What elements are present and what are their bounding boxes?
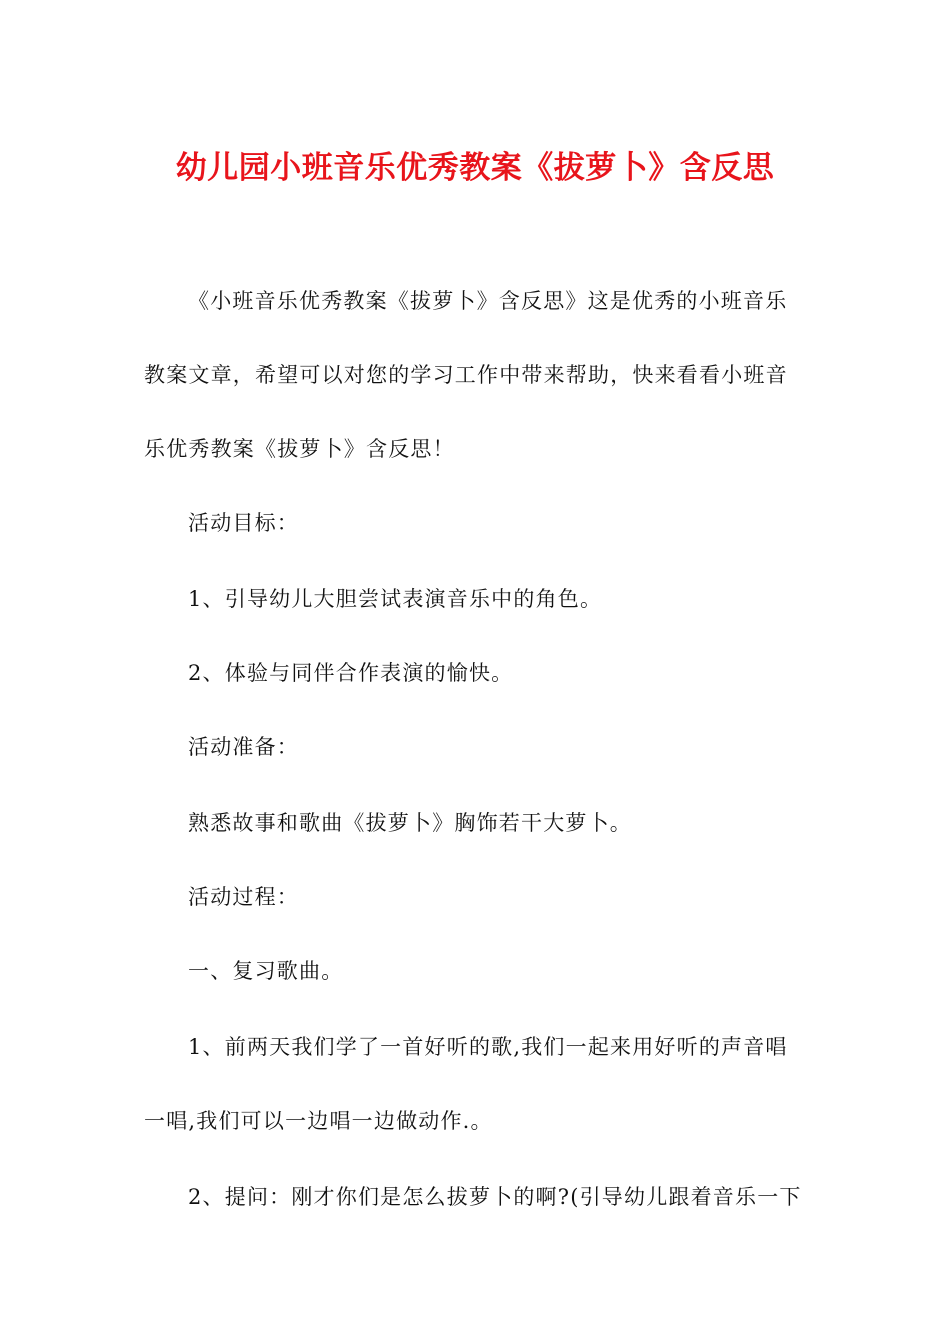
- document-title: 幼儿园小班音乐优秀教案《拔萝卜》含反思: [175, 150, 775, 186]
- goals-heading: 活动目标：: [188, 511, 299, 535]
- step-1-heading: 一、复习歌曲。: [188, 959, 344, 983]
- step-1-1-line-2: 一唱,我们可以一边唱一边做动作.。: [144, 1109, 493, 1133]
- goal-item-2: 2、体验与同伴合作表演的愉快。: [188, 661, 514, 685]
- prep-text: 熟悉故事和歌曲《拔萝卜》胸饰若干大萝卜。: [188, 811, 632, 835]
- goal-item-1: 1、引导幼儿大胆尝试表演音乐中的角色。: [188, 587, 603, 611]
- intro-line-1: 《小班音乐优秀教案《拔萝卜》含反思》这是优秀的小班音乐: [188, 289, 788, 313]
- step-1-1-line-1: 1、前两天我们学了一首好听的歌,我们一起来用好听的声音唱: [188, 1035, 788, 1059]
- step-1-2-line-1: 2、提问：刚才你们是怎么拔萝卜的啊?(引导幼儿跟着音乐一下: [188, 1185, 802, 1209]
- intro-line-2: 教案文章，希望可以对您的学习工作中带来帮助，快来看看小班音: [144, 363, 788, 387]
- prep-heading: 活动准备：: [188, 735, 299, 759]
- intro-line-3: 乐优秀教案《拔萝卜》含反思！: [144, 437, 455, 461]
- process-heading: 活动过程：: [188, 885, 299, 909]
